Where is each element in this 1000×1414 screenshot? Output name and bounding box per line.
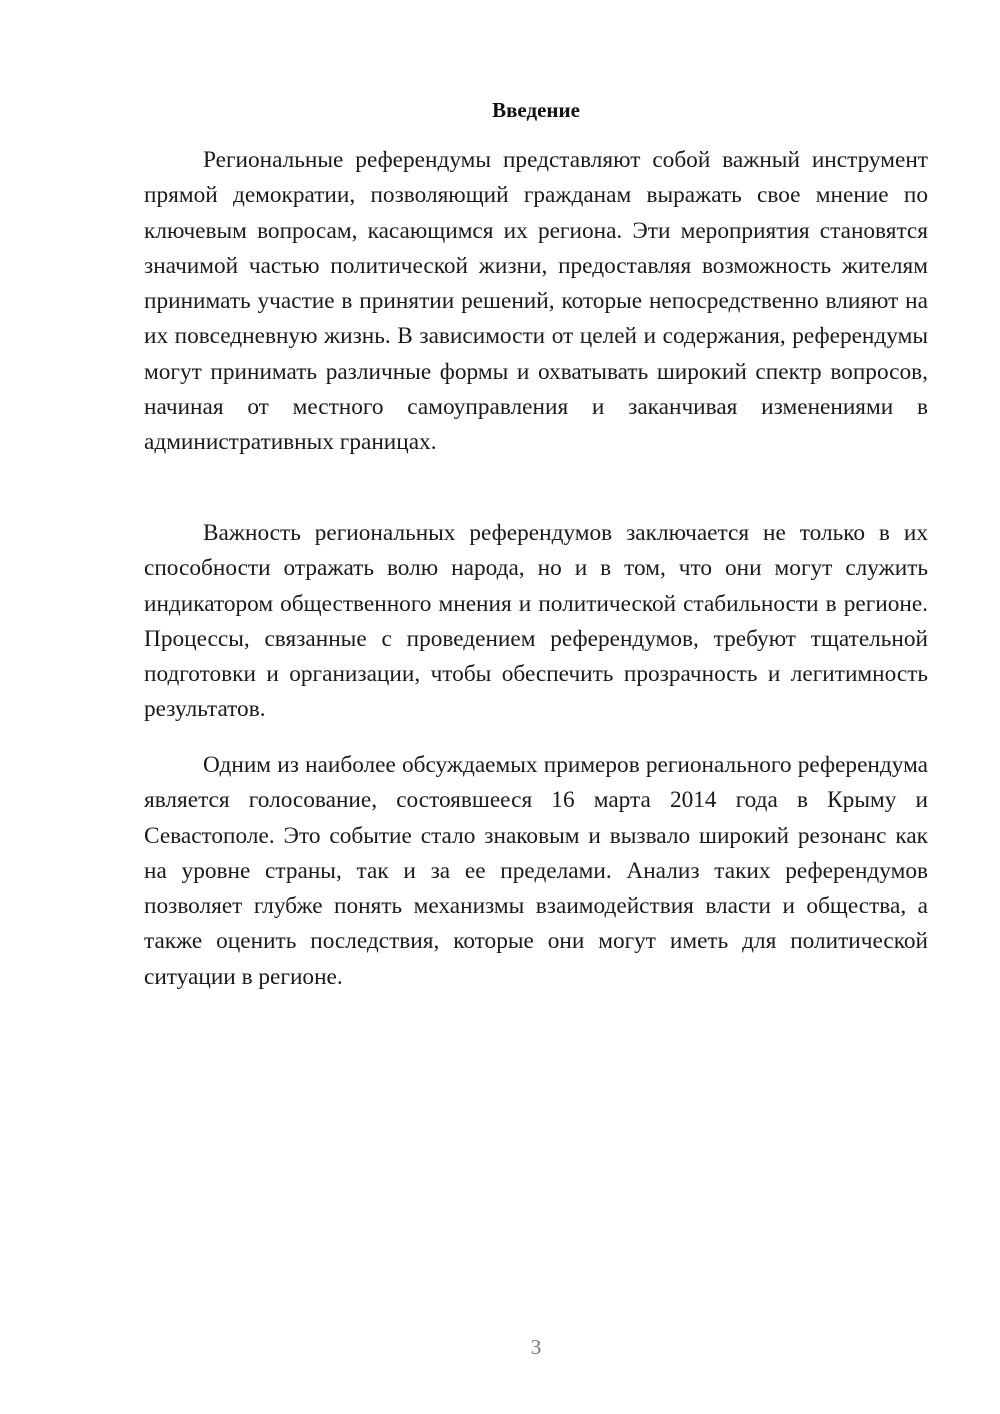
paragraph-intro: Региональные референдумы представляют собой важный инструмент прямой демократии, позволяющий гражданам выражать свое мнение по ключевым вопросам, касающимся их региона. Эти мероприятия становятся значимой частью политической жизни, предоставляя возможность жителям принимать участие в принятии решений, которые непосредственно влияют на их повседневную жизнь. В зависимости от целей и содержания, референдумы могут принимать различные формы и охватывать широкий спектр вопросов, начиная от местного самоуправления и заканчивая изменениями в административных границах. xyxy=(144,147,928,456)
paragraph-example: Одним из наиболее обсуждаемых примеров регионального референдума является голосование, состоявшееся 16 марта 2014 года в Крыму и Севастополе. Это событие стало знаковым и вызвало широкий резонанс как на уровне страны, так и за ее пределами. Анализ таких референдумов позволяет глубже понять механизмы взаимодействия власти и общества, а также оценить последствия, которые они могут иметь для политической ситуации в регионе. xyxy=(144,752,928,990)
paragraph-importance: Важность региональных референдумов заключается не только в их способности отражать волю народа, но и в том, что они могут служить индикатором общественного мнения и политической стабильности в регионе. Процессы, связанные с проведением референдумов, требуют тщательной подготовки и организации, чтобы обеспечить прозрачность и легитимность результатов. xyxy=(144,520,928,723)
section-heading: Введение xyxy=(492,98,580,122)
page-number: 3 xyxy=(530,1335,542,1359)
